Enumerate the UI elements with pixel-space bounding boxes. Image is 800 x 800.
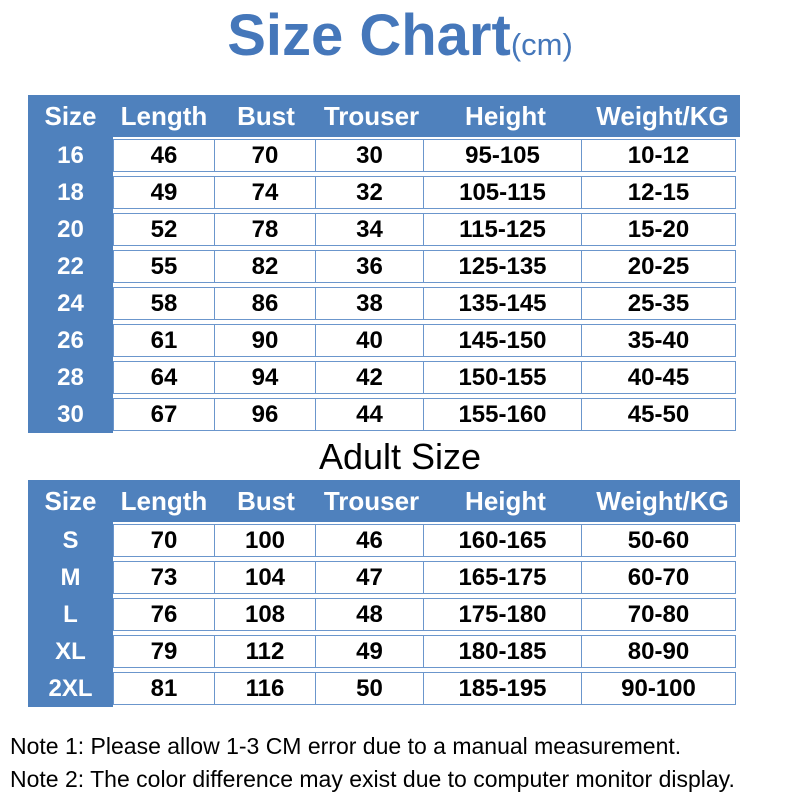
bust-cell: 94 <box>214 361 316 394</box>
length-cell: 55 <box>113 250 215 283</box>
size-label-cell: XL <box>28 633 113 670</box>
header-cell-length: Length <box>120 485 208 516</box>
length-cell: 79 <box>113 635 215 668</box>
bust-cell: 82 <box>214 250 316 283</box>
bust-cell: 104 <box>214 561 316 594</box>
weight-cell: 60-70 <box>581 561 736 594</box>
size-label-cell: M <box>28 559 113 596</box>
length-cell: 76 <box>113 598 215 631</box>
height-cell: 150-155 <box>423 361 582 394</box>
size-label-cell: 22 <box>28 248 113 285</box>
table-row <box>28 285 740 322</box>
bust-cell: 100 <box>214 524 316 557</box>
table-row <box>28 670 740 707</box>
bust-cell: 78 <box>214 213 316 246</box>
trouser-cell: 38 <box>315 287 424 320</box>
note-2: Note 2: The color difference may exist due to computer monitor display. <box>10 766 735 792</box>
weight-cell: 70-80 <box>581 598 736 631</box>
trouser-cell: 49 <box>315 635 424 668</box>
length-cell: 73 <box>113 561 215 594</box>
trouser-cell: 30 <box>315 139 424 172</box>
height-cell: 115-125 <box>423 213 582 246</box>
table-row <box>28 396 740 433</box>
table-header-row <box>28 95 740 137</box>
trouser-cell: 42 <box>315 361 424 394</box>
length-cell: 67 <box>113 398 215 431</box>
height-cell: 125-135 <box>423 250 582 283</box>
header-cell-trouser: Trouser <box>323 100 420 131</box>
trouser-cell: 48 <box>315 598 424 631</box>
height-cell: 105-115 <box>423 176 582 209</box>
weight-cell: 45-50 <box>581 398 736 431</box>
weight-cell: 10-12 <box>581 139 736 172</box>
height-cell: 95-105 <box>423 139 582 172</box>
size-label-cell: 18 <box>28 174 113 211</box>
length-cell: 81 <box>113 672 215 705</box>
title-text: Size Chart <box>227 3 511 68</box>
size-label-cell: 16 <box>28 137 113 174</box>
size-label-cell: 26 <box>28 322 113 359</box>
trouser-cell: 40 <box>315 324 424 357</box>
notes-block <box>10 730 800 796</box>
header-cell-height: Height <box>465 100 546 131</box>
weight-cell: 25-35 <box>581 287 736 320</box>
table-header-row <box>28 480 740 522</box>
length-cell: 70 <box>113 524 215 557</box>
weight-cell: 50-60 <box>581 524 736 557</box>
height-cell: 135-145 <box>423 287 582 320</box>
bust-cell: 116 <box>214 672 316 705</box>
length-cell: 49 <box>113 176 215 209</box>
table-row <box>28 322 740 359</box>
header-cell-size: Size <box>44 485 97 516</box>
bust-cell: 112 <box>214 635 316 668</box>
table-row <box>28 633 740 670</box>
height-cell: 185-195 <box>423 672 582 705</box>
bust-cell: 90 <box>214 324 316 357</box>
table-row <box>28 359 740 396</box>
bust-cell: 74 <box>214 176 316 209</box>
weight-cell: 12-15 <box>581 176 736 209</box>
trouser-cell: 47 <box>315 561 424 594</box>
table-row <box>28 174 740 211</box>
size-label-cell: S <box>28 522 113 559</box>
header-cell-height: Height <box>465 485 546 516</box>
bust-cell: 96 <box>214 398 316 431</box>
length-cell: 61 <box>113 324 215 357</box>
weight-cell: 90-100 <box>581 672 736 705</box>
size-label-cell: 28 <box>28 359 113 396</box>
bust-cell: 70 <box>214 139 316 172</box>
table-row <box>28 248 740 285</box>
trouser-cell: 32 <box>315 176 424 209</box>
trouser-cell: 46 <box>315 524 424 557</box>
bust-cell: 108 <box>214 598 316 631</box>
size-chart-title <box>0 0 800 67</box>
bust-cell: 86 <box>214 287 316 320</box>
length-cell: 64 <box>113 361 215 394</box>
size-label-cell: L <box>28 596 113 633</box>
height-cell: 165-175 <box>423 561 582 594</box>
length-cell: 58 <box>113 287 215 320</box>
length-cell: 52 <box>113 213 215 246</box>
length-cell: 46 <box>113 139 215 172</box>
table-row <box>28 559 740 596</box>
size-label-cell: 2XL <box>28 670 113 707</box>
size-label-cell: 24 <box>28 285 113 322</box>
height-cell: 145-150 <box>423 324 582 357</box>
note-1: Note 1: Please allow 1-3 CM error due to a manual measurement. <box>10 733 682 759</box>
trouser-cell: 44 <box>315 398 424 431</box>
adult-size-heading: Adult Size <box>318 435 482 477</box>
weight-cell: 40-45 <box>581 361 736 394</box>
header-cell-length: Length <box>120 100 208 131</box>
table-row <box>28 211 740 248</box>
height-cell: 160-165 <box>423 524 582 557</box>
adult-size-table <box>28 480 740 707</box>
table-row <box>28 596 740 633</box>
header-cell-weight: Weight/KG <box>596 100 729 131</box>
height-cell: 175-180 <box>423 598 582 631</box>
header-cell-bust: Bust <box>237 100 295 131</box>
height-cell: 180-185 <box>423 635 582 668</box>
trouser-cell: 34 <box>315 213 424 246</box>
title-unit: (cm) <box>510 27 573 62</box>
weight-cell: 20-25 <box>581 250 736 283</box>
weight-cell: 35-40 <box>581 324 736 357</box>
child-size-table <box>28 95 740 433</box>
weight-cell: 80-90 <box>581 635 736 668</box>
header-cell-trouser: Trouser <box>323 485 420 516</box>
header-cell-size: Size <box>44 100 97 131</box>
header-cell-bust: Bust <box>237 485 295 516</box>
trouser-cell: 50 <box>315 672 424 705</box>
header-cell-weight: Weight/KG <box>596 485 729 516</box>
size-label-cell: 30 <box>28 396 113 433</box>
table-row <box>28 522 740 559</box>
table-row <box>28 137 740 174</box>
size-label-cell: 20 <box>28 211 113 248</box>
trouser-cell: 36 <box>315 250 424 283</box>
weight-cell: 15-20 <box>581 213 736 246</box>
height-cell: 155-160 <box>423 398 582 431</box>
